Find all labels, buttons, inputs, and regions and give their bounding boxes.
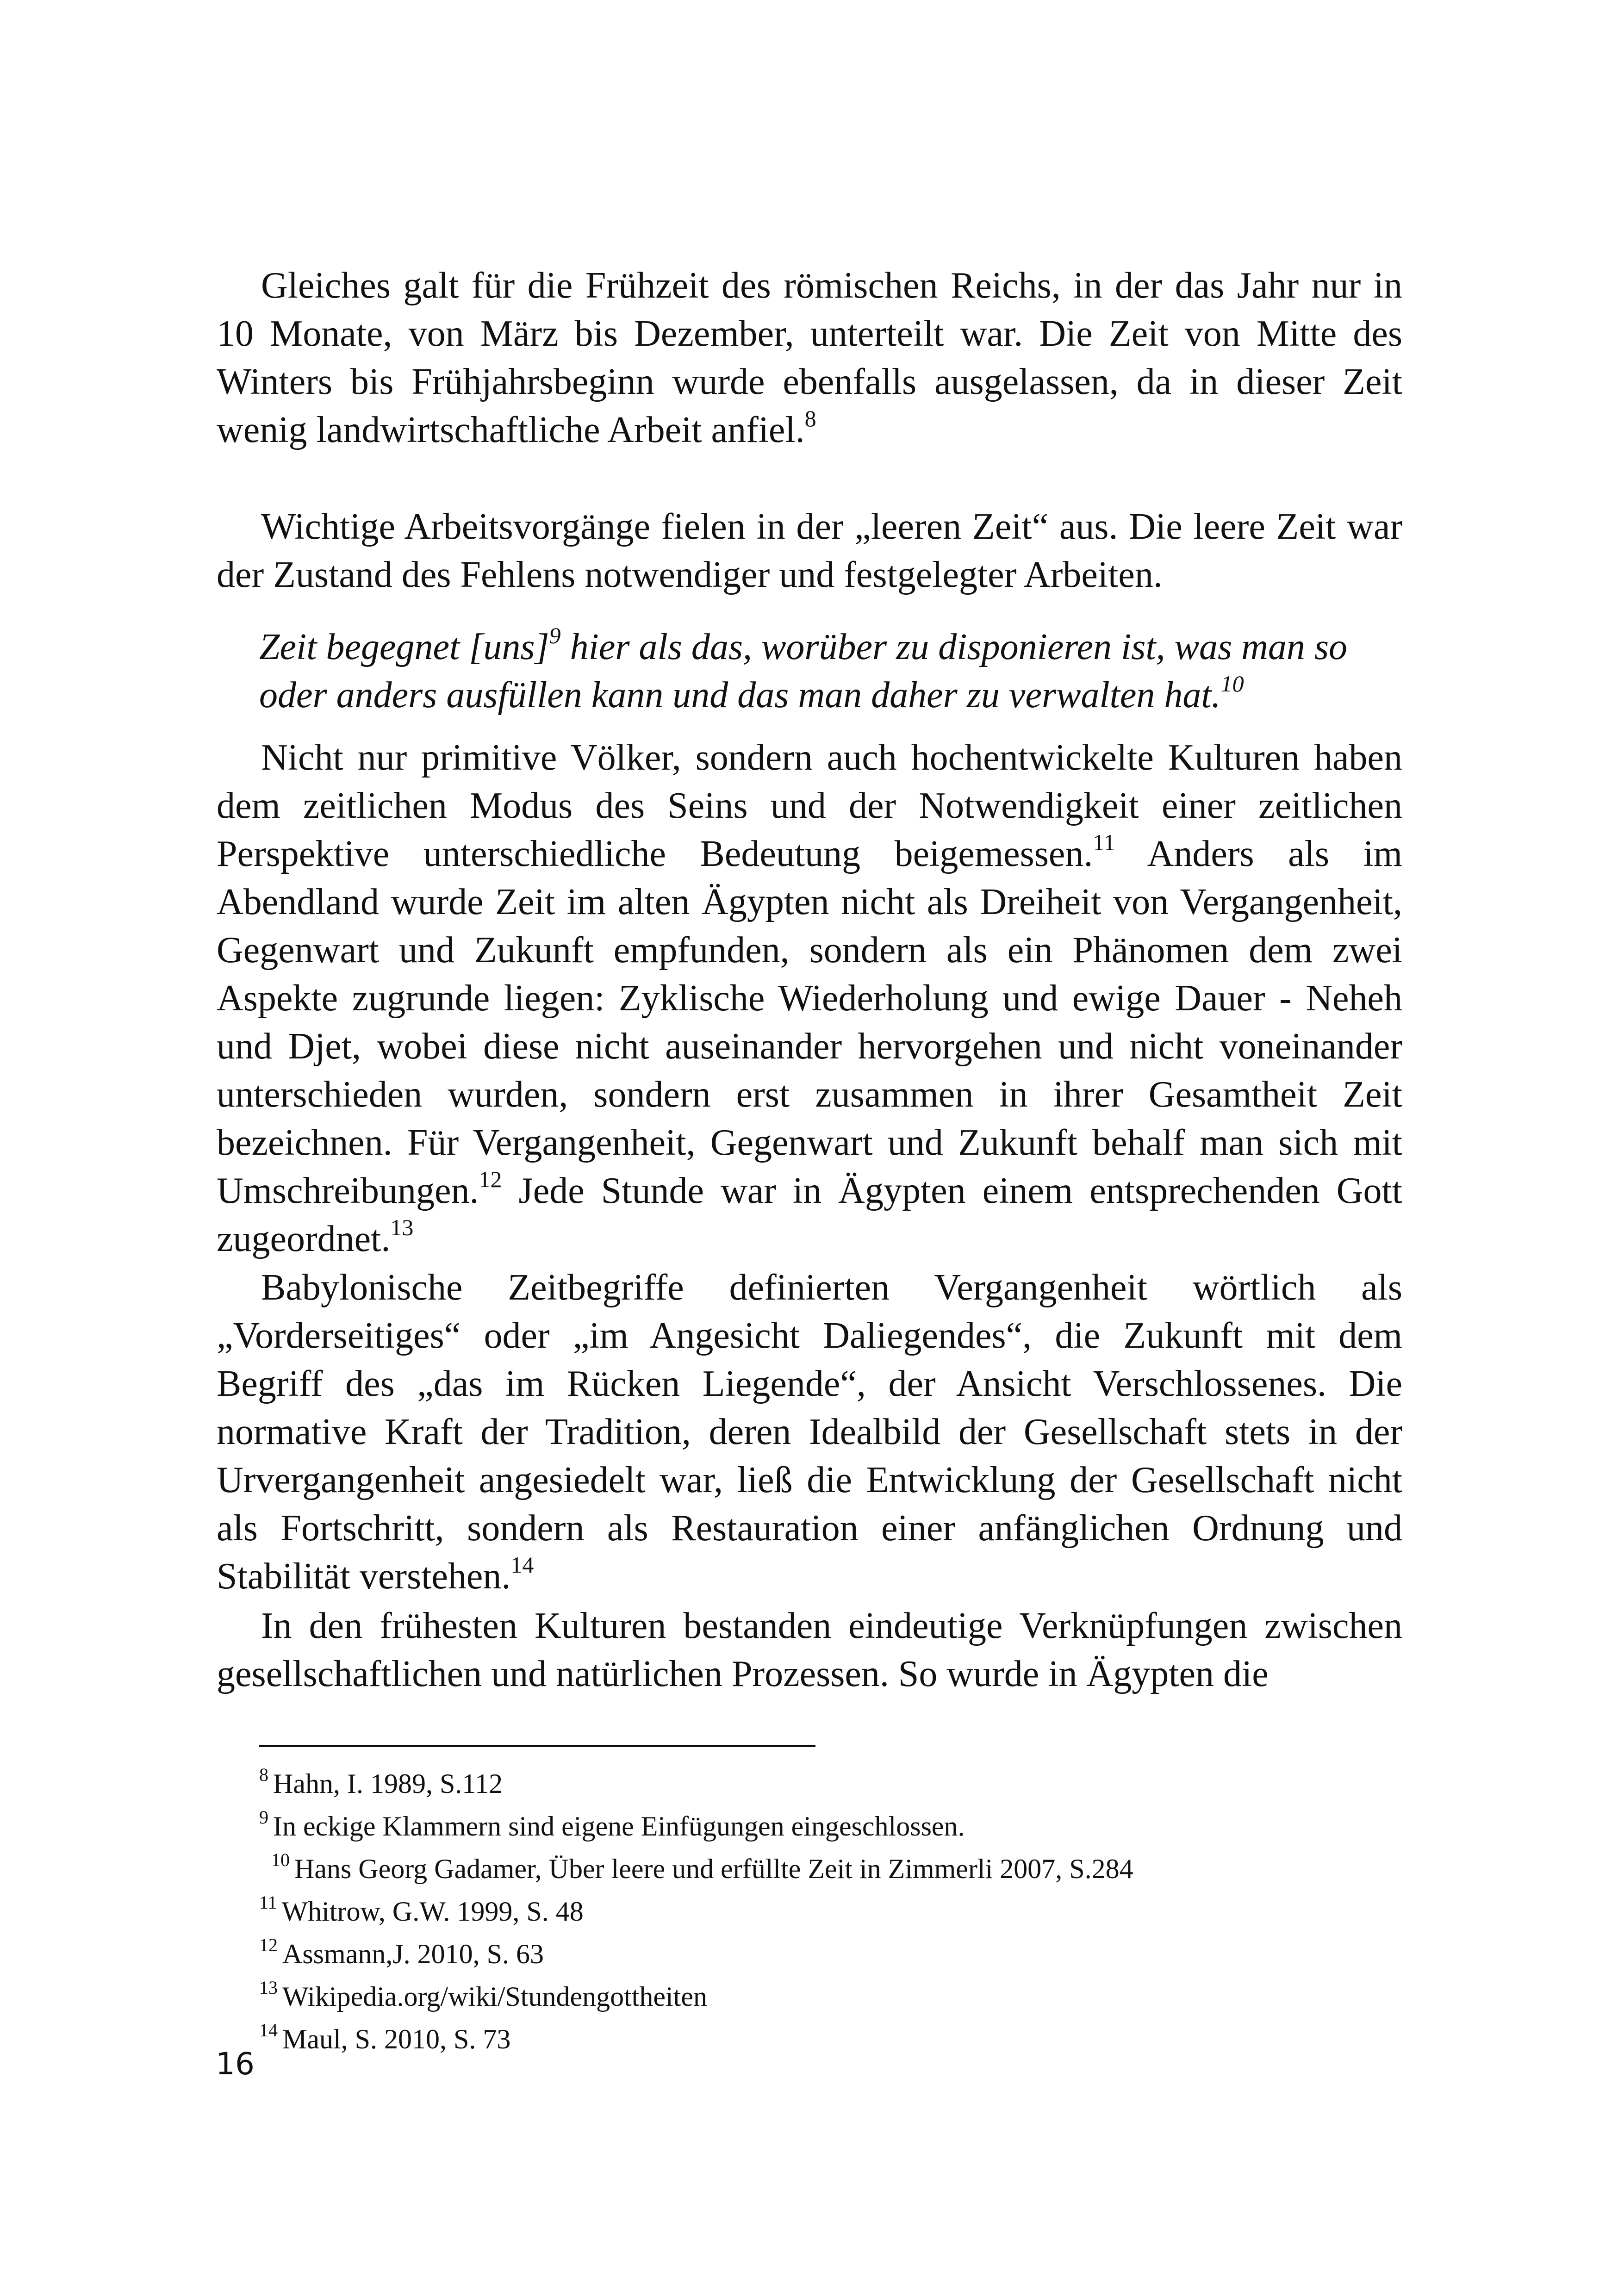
footnote-number: 10 [271,1849,290,1870]
footnote-item [259,1975,1416,2018]
footnote-text: Hans Georg Gadamer, Über leere und erfüllte Zeit in Zimmerli 2007, S.284 [294,1854,1133,1884]
paragraph-2-text: Wichtige Arbeitsvorgänge fielen in der „leeren Zeit“ aus. Die leere Zeit war der Zustand des Fehlens notwendiger und festgelegter Arbeiten. [217,506,1402,595]
footnote-list [259,1762,1416,2060]
footnote-text: Maul, S. 2010, S. 73 [282,2024,511,2054]
footnote-ref-14[interactable]: 14 [510,1552,534,1578]
footnote-text: Assmann,J. 2010, S. 63 [282,1939,544,1969]
footnote-item [259,1805,1416,1848]
footnote-separator [259,1745,815,1747]
footnote-number: 12 [259,1935,278,1955]
footnote-number: 14 [259,2020,278,2041]
footnote-text[interactable]: Wikipedia.org/wiki/Stundengottheiten [282,1981,708,2012]
paragraph-4-text: Babylonische Zeitbegriffe definierten Vergangenheit wörtlich als „Vorderseitiges“ oder „im Angesicht Daliegendes“, die Zukunft mit dem Begriff des „das im Rücken Liegende“, der Ansicht Verschlossenes. Die normative Kraft der Tradition, deren Idealbild der Gesellschaft stets in der Urvergangenheit angesiedelt war, ließ die Entwicklung der Gesellschaft nicht als Fortschritt, sondern als Restauration einer anfänglichen Ordnung und Stabilität verstehen. [217,1267,1402,1597]
paragraph-5 [217,1602,1402,1698]
footnote-number: 13 [259,1977,278,1998]
paragraph-3 [217,734,1402,1263]
footnote-number: 9 [259,1807,268,1828]
footnote-item [259,1890,1416,1933]
footnote-ref-13[interactable]: 13 [390,1214,414,1240]
footnote-text: In eckige Klammern sind eigene Einfügungen eingeschlossen. [273,1811,965,1842]
paragraph-3-text-c: Jede Stunde war in Ägypten einem entsprechenden Gott zugeordnet. [217,1170,1402,1259]
paragraph-3-text-a: Nicht nur primitive Völker, sondern auch hochentwickelte Kulturen haben dem zeitlichen Modus des Seins und der Notwendigkeit einer zeitlichen Perspektive unterschiedliche Bedeutung beigemessen. [217,737,1402,874]
footnote-number: 8 [259,1764,268,1785]
footnote-ref-9[interactable]: 9 [549,622,561,648]
page-number: 16 [216,2046,255,2082]
footnote-number: 11 [259,1892,277,1913]
paragraph-1-text: Gleiches galt für die Frühzeit des römischen Reichs, in der das Jahr nur in 10 Monate, von März bis Dezember, unterteilt war. Die Zeit von Mitte des Winters bis Frühjahrsbeginn wurde ebenfalls ausgelassen, da in dieser Zeit wenig landwirtschaftliche Arbeit anfiel. [217,265,1402,450]
paragraph-2 [217,503,1402,599]
footnote-item [259,1933,1416,1975]
footnote-ref-11[interactable]: 11 [1093,829,1115,855]
footnote-ref-12[interactable]: 12 [479,1166,502,1192]
paragraph-1 [217,261,1402,454]
paragraph-5-text: In den frühesten Kulturen bestanden eindeutige Verknüpfungen zwischen gesellschaftlichen und natürlichen Prozessen. So wurde in Ägypten die [217,1605,1402,1694]
footnote-ref-8[interactable]: 8 [804,405,816,431]
block-quote [259,623,1379,719]
footnote-ref-10[interactable]: 10 [1220,671,1244,697]
quote-text-a: Zeit begegnet [uns] [259,627,549,667]
footnote-item [259,2018,1416,2060]
footnote-item [259,1848,1416,1890]
footnote-text: Hahn, I. 1989, S.112 [273,1768,503,1799]
quote-text-b: hier als das, worüber zu disponieren ist, was man so oder anders ausfüllen kann und das man daher zu verwalten hat. [259,627,1347,716]
paragraph-4 [217,1263,1402,1600]
paragraph-3-text-b: Anders als im Abendland wurde Zeit im alten Ägypten nicht als Dreiheit von Vergangenheit, Gegenwart und Zukunft empfunden, sondern als ein Phänomen dem zwei Aspekte zugrunde liegen: Zyklische Wiederholung und ewige Dauer - Neheh und Djet, wobei diese nicht auseinander hervorgehen und nicht voneinander unterschieden wurden, sondern erst zusammen in ihrer Gesamtheit Zeit bezeichnen. Für Vergangenheit, Gegenwart und Zukunft behalf man sich mit Umschreibungen. [217,834,1402,1211]
footnote-item [259,1762,1416,1805]
footnote-text: Whitrow, G.W. 1999, S. 48 [281,1896,584,1927]
